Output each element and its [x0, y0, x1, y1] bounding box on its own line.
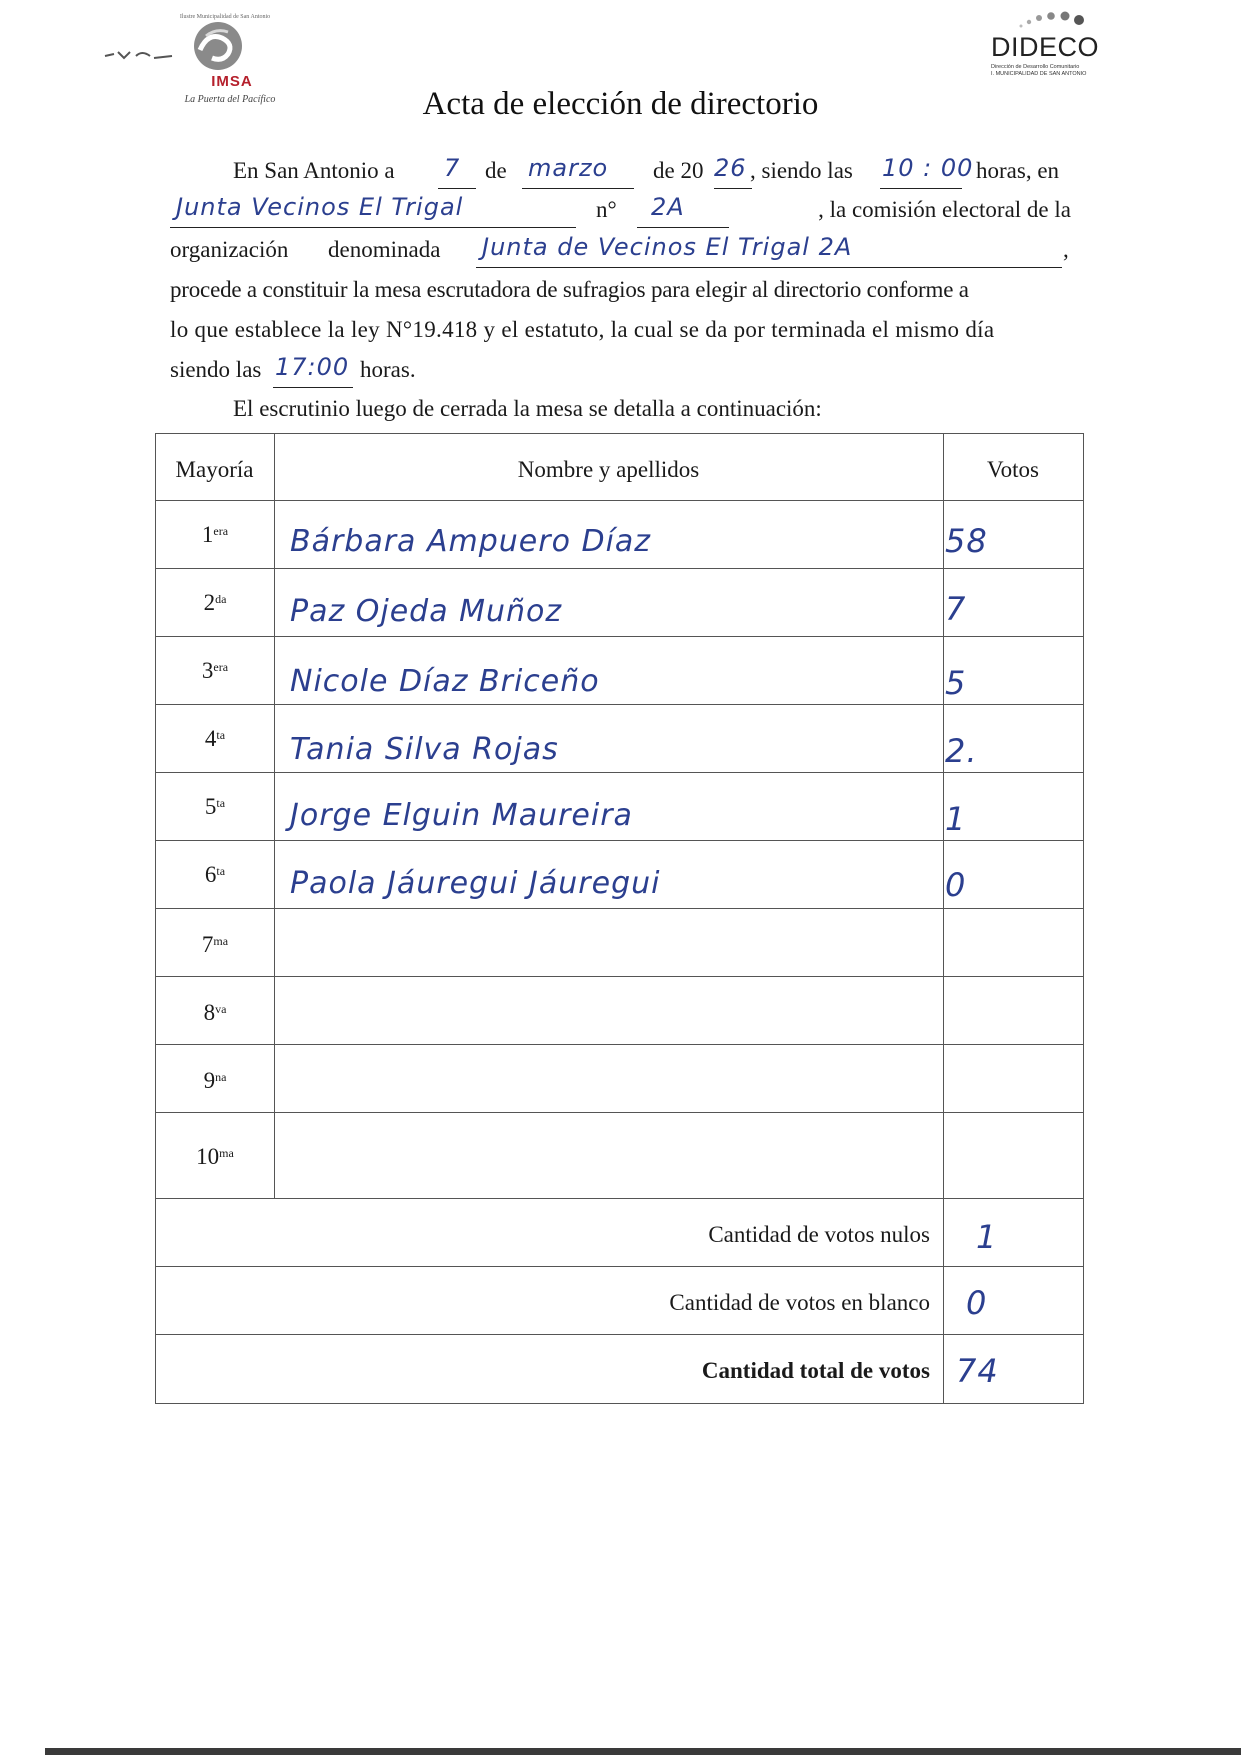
rank-10: $10^{ma}$ — [196, 1144, 234, 1169]
denominada-text: denominada — [328, 237, 441, 262]
dideco-logo — [985, 8, 1105, 78]
place-field — [170, 193, 576, 228]
comma-text: , — [1063, 237, 1069, 262]
imsa-logo-ring-text: Ilustre Municipalidad de San Antonio — [179, 14, 271, 20]
ley-text: lo que establece la ley N°19.418 y el estatuto, la cual se da por terminada el mismo día — [170, 317, 995, 342]
org-name-value: Junta de Vecinos El Trigal 2A — [482, 233, 853, 261]
paragraph-line-6 — [170, 353, 1071, 387]
null-votes-value: 1 — [976, 1218, 998, 1256]
paragraph-line-7 — [170, 396, 1071, 426]
candidate-votes: 58 — [945, 522, 988, 560]
day-value: 7 — [444, 154, 461, 182]
paragraph-line-1 — [170, 154, 1071, 188]
rank-5: $5^{ta}$ — [204, 794, 226, 819]
siendo-las-text: siendo las — [170, 357, 262, 382]
imsa-tagline: La Puerta del Pacífico — [184, 94, 276, 105]
organizacion-text: organización — [170, 237, 289, 262]
imsa-logo-text: IMSA — [211, 73, 253, 90]
scan-bottom-edge — [45, 1748, 1241, 1755]
candidate-name: Paz Ojeda Muñoz — [290, 594, 563, 629]
scribble-mark-icon — [100, 44, 180, 74]
total-votes-value: 74 — [956, 1352, 999, 1390]
procede-text: procede a constituir la mesa escrutadora de sufragios para elegir al directorio conforme a — [170, 277, 969, 302]
de-text: de — [485, 158, 507, 183]
rank-3: $3^{era}$ — [201, 658, 229, 683]
dideco-subtitle-municipality: I. MUNICIPALIDAD DE SAN ANTONIO — [991, 71, 1087, 77]
place-value: Junta Vecinos El Trigal — [176, 193, 464, 221]
candidate-votes: 2. — [945, 732, 978, 770]
start-time-field — [880, 154, 974, 189]
year-field — [714, 154, 752, 189]
dideco-logo-text: DIDECO — [991, 32, 1100, 62]
paragraph-line-3 — [170, 233, 1071, 267]
start-time-value: 10 : 00 — [882, 154, 974, 182]
day-field — [438, 154, 476, 189]
rank-4: $4^{ta}$ — [204, 726, 226, 751]
horas-text: horas. — [360, 357, 416, 382]
candidate-name: Nicole Díaz Briceño — [290, 664, 600, 699]
header-name: Nombre y apellidos — [517, 457, 700, 482]
dideco-subtitle: Dirección de Desarrollo Comunitario — [991, 64, 1080, 70]
candidate-votes: 0 — [945, 866, 967, 904]
candidate-votes: 5 — [945, 664, 967, 702]
number-value: 2A — [651, 193, 685, 221]
globe-wave-icon — [178, 14, 258, 76]
rank-1: $1^{era}$ — [201, 522, 229, 547]
rank-6: $6^{ta}$ — [204, 862, 226, 887]
blank-votes-value: 0 — [966, 1284, 988, 1322]
header-votes: Votos — [987, 457, 1039, 482]
rank-7: $7^{ma}$ — [201, 932, 229, 957]
candidate-name: Jorge Elguin Maureira — [290, 798, 633, 833]
candidate-name: Tania Silva Rojas — [290, 732, 559, 767]
end-time-field — [273, 353, 353, 388]
siendo-text: , siendo las — [750, 158, 853, 183]
candidate-votes: 1 — [945, 800, 967, 838]
rank-9: $9^{na}$ — [203, 1068, 227, 1093]
rank-2: $2^{da}$ — [203, 590, 227, 615]
horas-en-text: horas, en — [976, 158, 1060, 183]
end-time-value: 17:00 — [275, 353, 350, 381]
month-field — [522, 154, 634, 189]
comision-text: , la comisión electoral de la — [818, 197, 1071, 222]
total-votes-label: Cantidad total de votos — [701, 1358, 930, 1383]
year-prefix-text: de 20 — [653, 158, 704, 183]
document-title: Acta de elección de directorio — [422, 86, 819, 122]
null-votes-label: Cantidad de votos nulos — [708, 1222, 930, 1247]
year-value: 26 — [714, 154, 747, 182]
candidate-name: Paola Jáuregui Jáuregui — [290, 866, 661, 901]
blank-votes-label: Cantidad de votos en blanco — [669, 1290, 930, 1315]
paragraph-line-2 — [170, 193, 1071, 227]
number-field — [637, 193, 729, 228]
candidate-name: Bárbara Ampuero Díaz — [290, 524, 652, 559]
header-rank: Mayoría — [175, 457, 254, 482]
paragraph-line-5 — [170, 317, 1071, 347]
numero-symbol: n° — [596, 197, 617, 222]
escrutinio-text: El escrutinio luego de cerrada la mesa se detalla a continuación: — [233, 396, 822, 421]
paragraph-line-4 — [170, 277, 1071, 307]
candidate-votes: 7 — [945, 590, 967, 628]
dots-arc-icon — [1015, 8, 1095, 34]
month-value: marzo — [528, 154, 609, 182]
rank-8: $8^{va}$ — [203, 1000, 227, 1025]
org-name-field — [476, 233, 1062, 268]
intro-text: En San Antonio a — [233, 158, 395, 183]
